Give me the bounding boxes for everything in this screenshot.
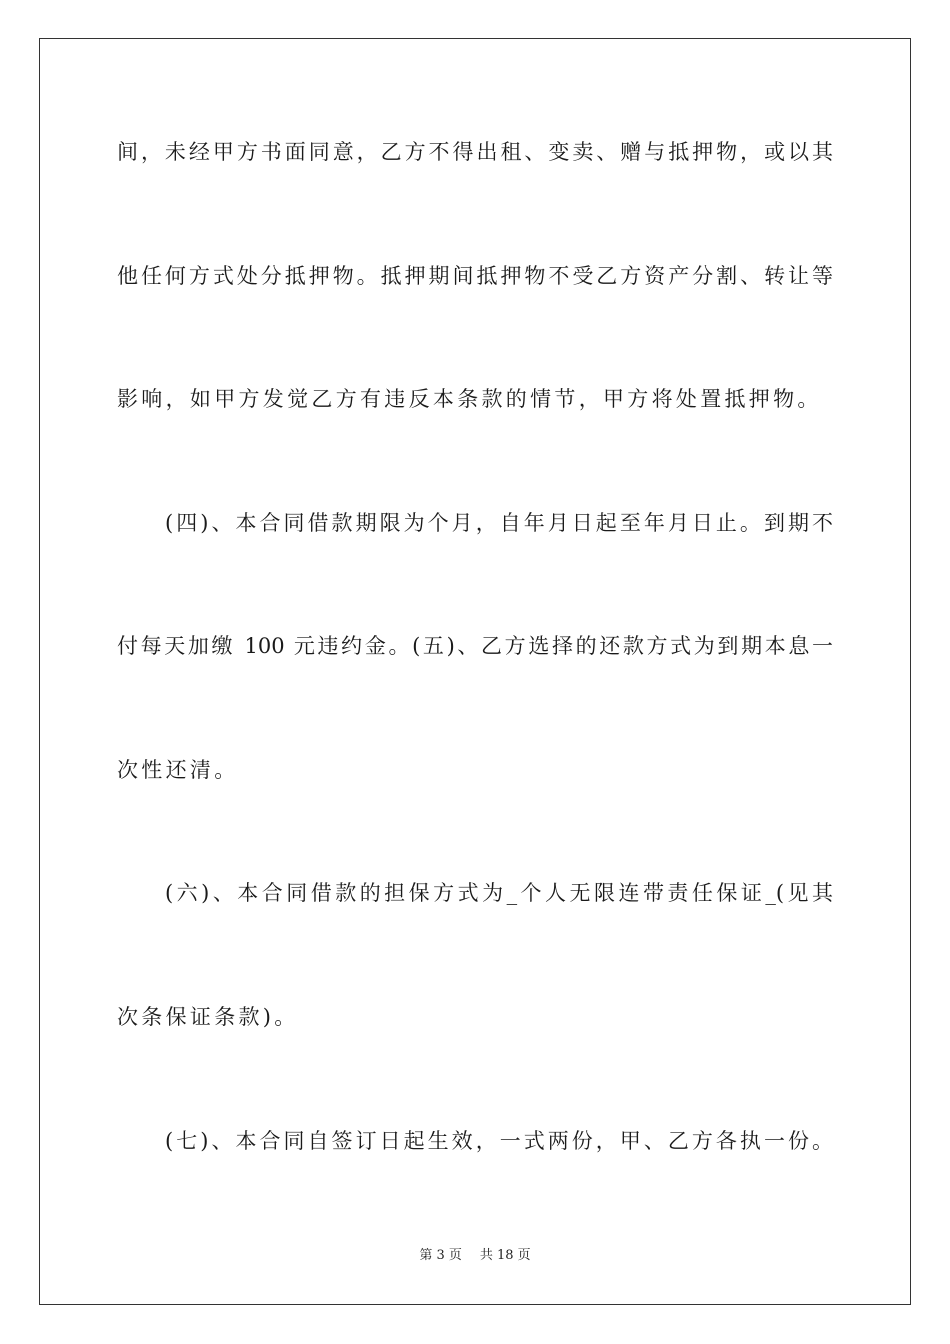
clause-7-line-1: (七)、本合同自签订日起生效，一式两份，甲、乙方各执一份。 bbox=[165, 1129, 833, 1153]
body-line-1: 间，未经甲方书面同意，乙方不得出租、变卖、赠与抵押物，或以其 bbox=[117, 140, 833, 164]
page-total: 共 18 页 bbox=[479, 1248, 531, 1263]
body-line-2: 他任何方式处分抵押物。抵押期间抵押物不受乙方资产分割、转让等 bbox=[117, 264, 833, 288]
clause-6-line-2: 次条保证条款)。 bbox=[117, 1005, 299, 1029]
clause-6-line-1: (六)、本合同借款的担保方式为_个人无限连带责任保证_(见其 bbox=[165, 881, 833, 905]
body-line-3: 影响，如甲方发觉乙方有违反本条款的情节，甲方将处置抵押物。 bbox=[117, 387, 822, 411]
page-footer bbox=[0, 1248, 950, 1264]
page-border bbox=[39, 38, 911, 1305]
page-number: 第 3 页 bbox=[419, 1248, 462, 1263]
clause-4-line-2: 付每天加缴 100 元违约金。(五)、乙方选择的还款方式为到期本息一 bbox=[117, 634, 833, 658]
clause-4-line-1: (四)、本合同借款期限为个月，自年月日起至年月日止。到期不 bbox=[165, 511, 833, 535]
clause-5-line-end: 次性还清。 bbox=[117, 758, 239, 782]
